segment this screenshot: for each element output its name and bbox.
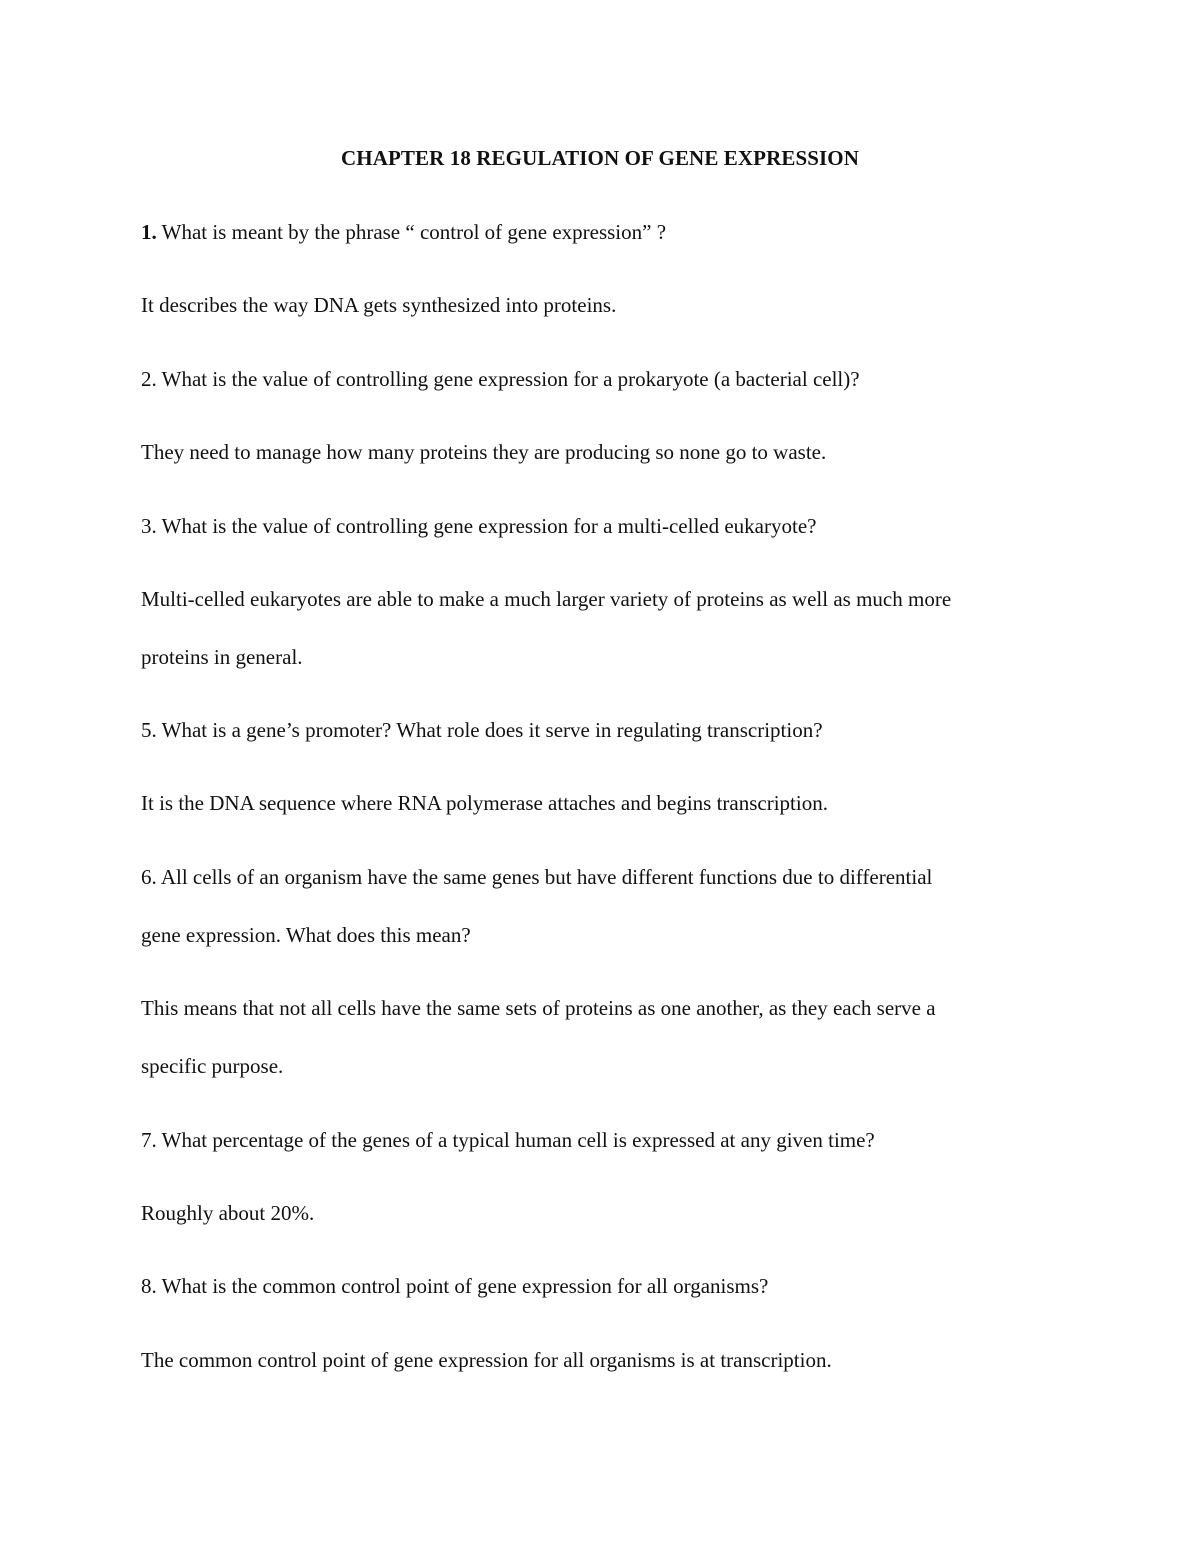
question-8: 8. What is the common control point of gene expression for all organisms? bbox=[141, 1274, 769, 1298]
answer-2: They need to manage how many proteins they are producing so none go to waste. bbox=[141, 440, 827, 464]
question-1 bbox=[141, 218, 1081, 246]
answer-3-line-1: Multi-celled eukaryotes are able to make a much larger variety of proteins as well as much more bbox=[141, 587, 952, 611]
answer-6-line-1: This means that not all cells have the same sets of proteins as one another, as they each serve a bbox=[141, 996, 936, 1020]
question-1-text: What is meant by the phrase “ control of gene expression” ? bbox=[156, 220, 667, 244]
answer-8: The common control point of gene expression for all organisms is at transcription. bbox=[141, 1348, 832, 1372]
answer-3-line-2: proteins in general. bbox=[141, 645, 303, 669]
question-1-number: 1. bbox=[141, 220, 157, 244]
answer-7: Roughly about 20%. bbox=[141, 1201, 315, 1225]
answer-1: It describes the way DNA gets synthesized into proteins. bbox=[141, 293, 617, 317]
question-6-line-1: 6. All cells of an organism have the same genes but have different functions due to differential bbox=[141, 865, 933, 889]
question-6-line-2: gene expression. What does this mean? bbox=[141, 923, 471, 947]
question-5: 5. What is a gene’s promoter? What role does it serve in regulating transcription? bbox=[141, 718, 823, 742]
document-title: CHAPTER 18 REGULATION OF GENE EXPRESSION bbox=[341, 146, 859, 170]
answer-5: It is the DNA sequence where RNA polymerase attaches and begins transcription. bbox=[141, 791, 828, 815]
question-3: 3. What is the value of controlling gene expression for a multi-celled eukaryote? bbox=[141, 514, 817, 538]
answer-6-line-2: specific purpose. bbox=[141, 1054, 284, 1078]
question-7: 7. What percentage of the genes of a typical human cell is expressed at any given time? bbox=[141, 1128, 875, 1152]
question-2: 2. What is the value of controlling gene expression for a prokaryote (a bacterial cell)? bbox=[141, 367, 860, 391]
